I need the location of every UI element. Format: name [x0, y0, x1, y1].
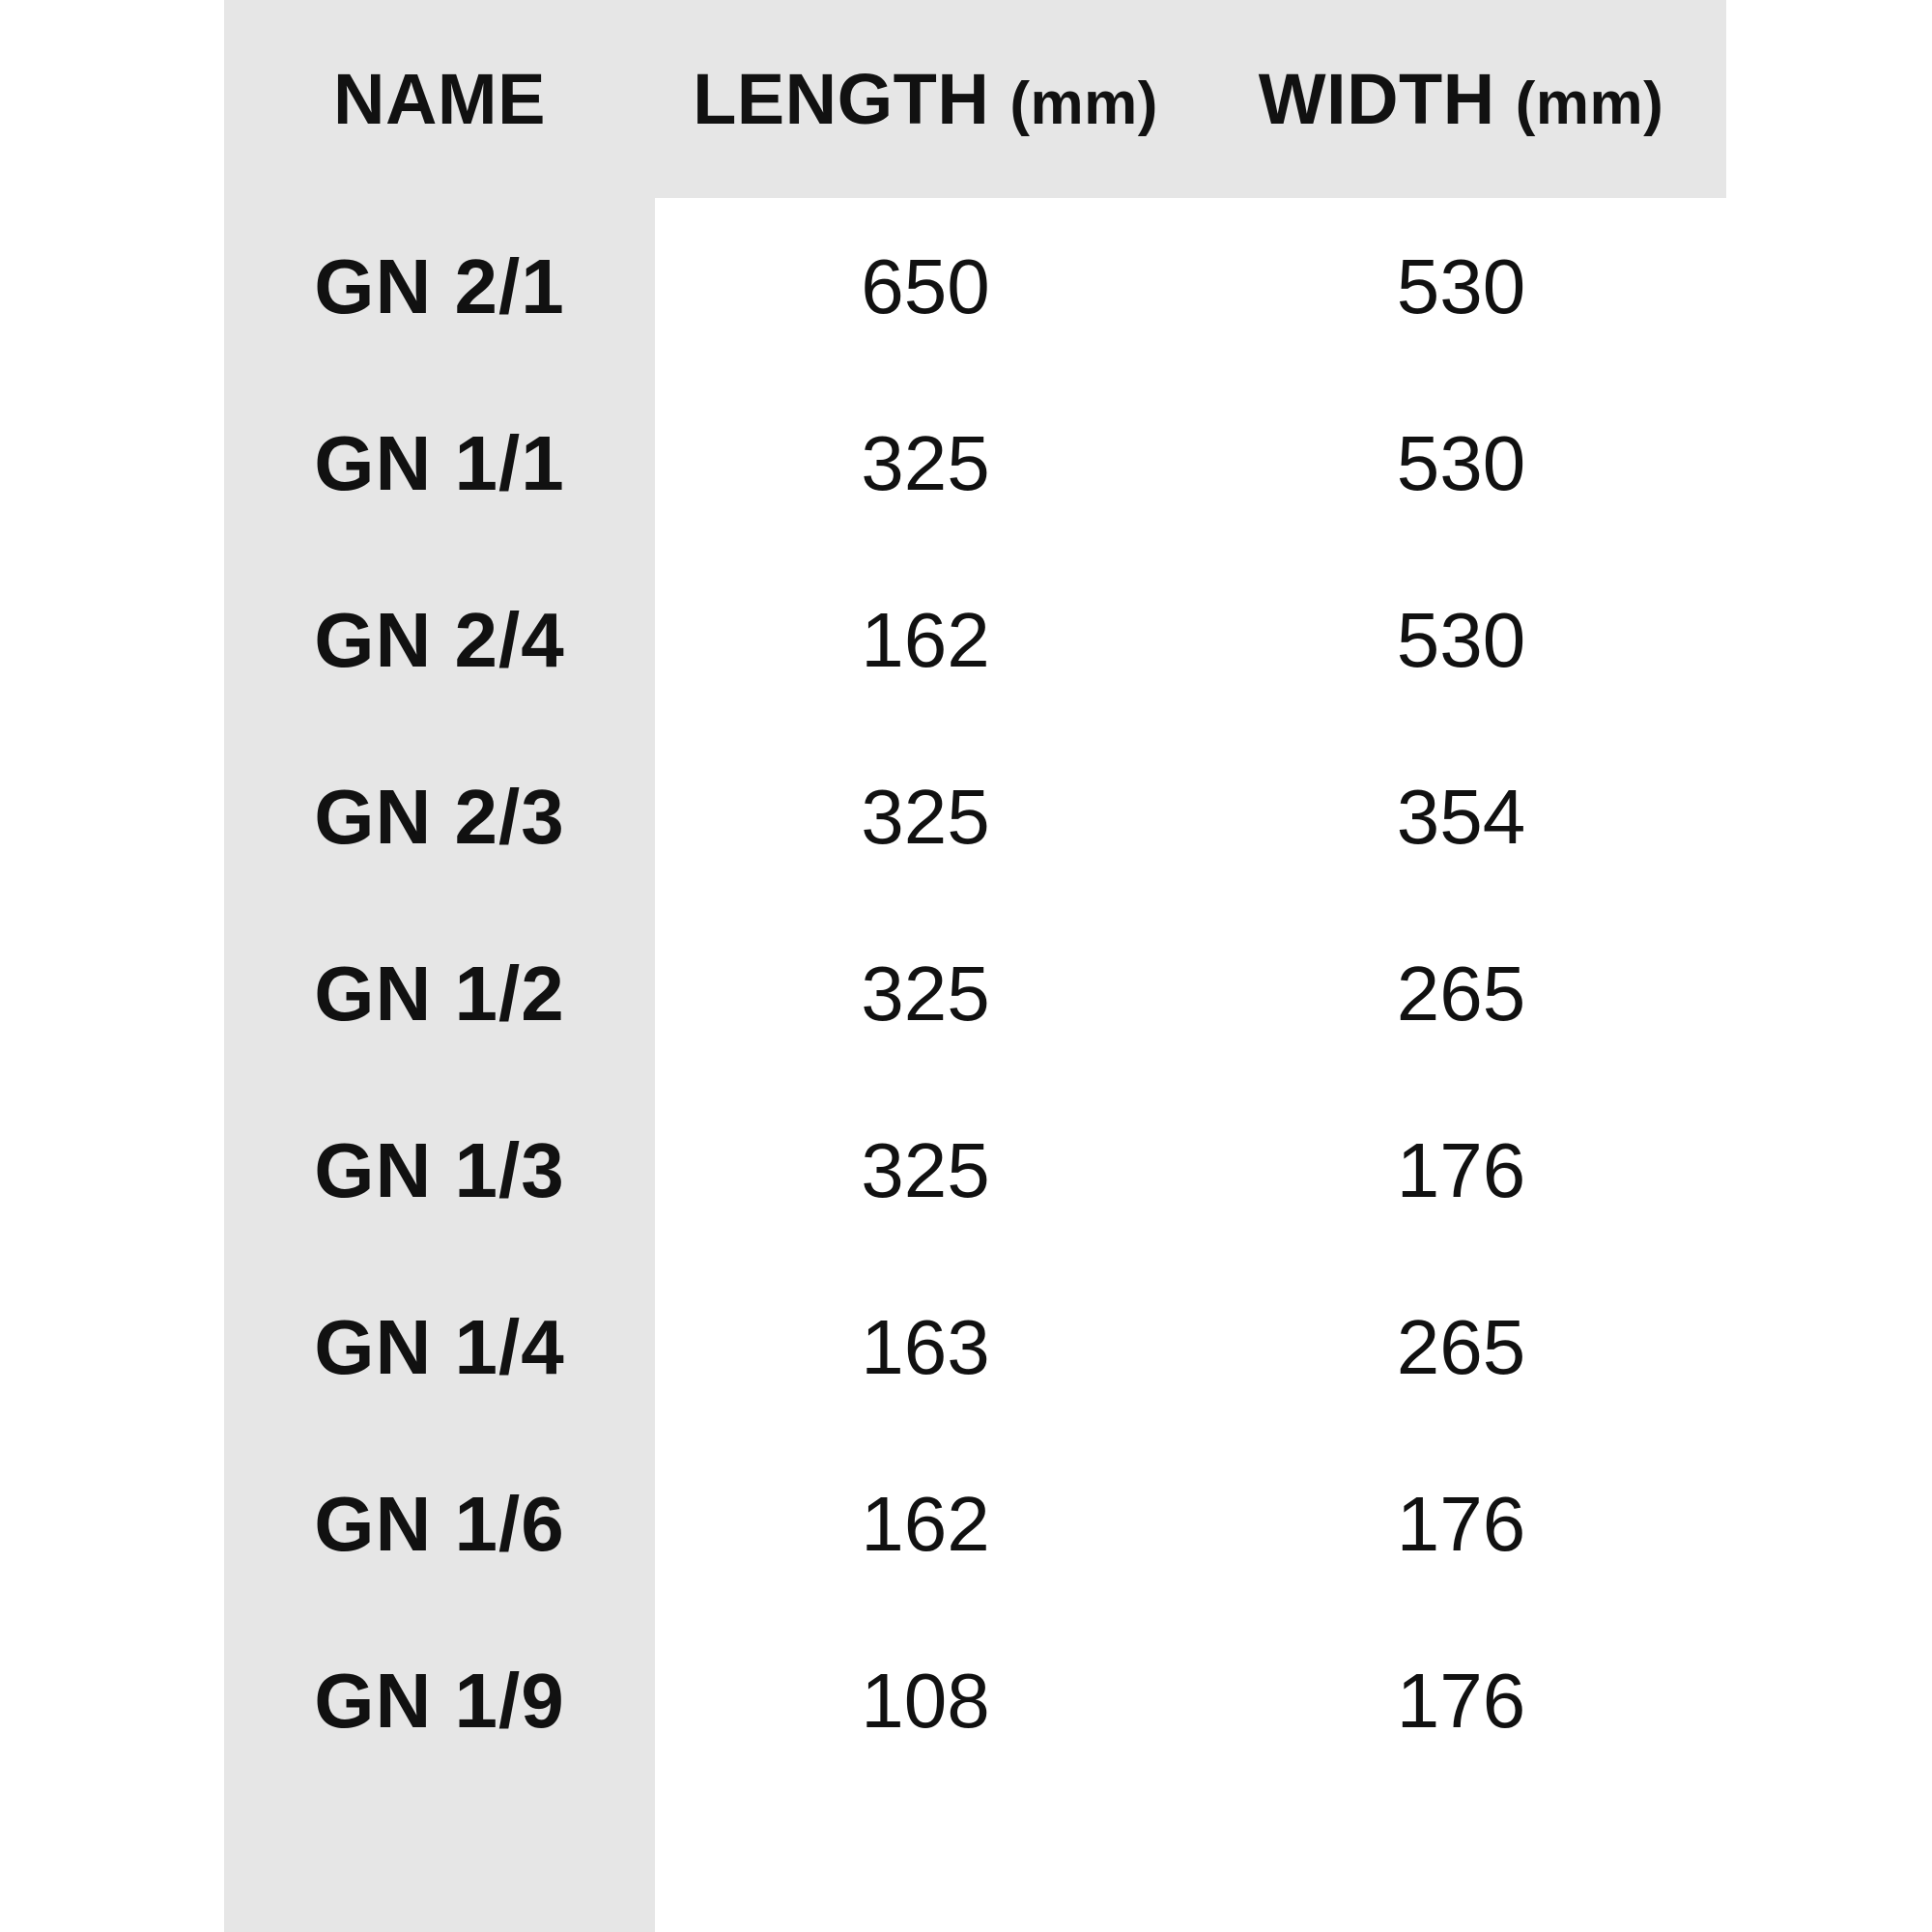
cell-width: 176	[1396, 1657, 1526, 1744]
table-row	[224, 1612, 1726, 1789]
table-header	[224, 0, 1726, 198]
cell-length: 325	[861, 1126, 990, 1213]
cell-length: 108	[861, 1657, 990, 1744]
cell-length: 325	[861, 773, 990, 860]
table-row	[224, 728, 1726, 905]
column-header-width-label: WIDTH	[1258, 58, 1495, 139]
column-header-width	[1196, 0, 1726, 198]
cell-name: GN 1/2	[314, 950, 565, 1037]
table-header-row	[224, 0, 1726, 198]
table-row	[224, 905, 1726, 1082]
cell-length: 325	[861, 950, 990, 1037]
table-row	[224, 1435, 1726, 1612]
cell-name: GN 2/1	[314, 242, 565, 329]
cell-width: 265	[1396, 950, 1526, 1037]
column-header-length-label: LENGTH	[693, 58, 990, 139]
column-header-name	[224, 0, 655, 198]
table-row	[224, 1082, 1726, 1259]
cell-length: 162	[861, 596, 990, 683]
column-header-length-unit: (mm)	[1009, 70, 1158, 137]
cell-width: 530	[1396, 596, 1526, 683]
cell-width: 354	[1396, 773, 1526, 860]
gastronorm-size-table	[224, 0, 1726, 1789]
table-row	[224, 198, 1726, 375]
table-row	[224, 1259, 1726, 1435]
cell-name: GN 2/3	[314, 773, 565, 860]
cell-name: GN 2/4	[314, 596, 565, 683]
cell-name: GN 1/1	[314, 419, 565, 506]
column-header-width-unit: (mm)	[1515, 70, 1664, 137]
table-body	[224, 198, 1726, 1789]
cell-width: 530	[1396, 242, 1526, 329]
cell-name: GN 1/9	[314, 1657, 565, 1744]
cell-name: GN 1/4	[314, 1303, 565, 1390]
cell-name: GN 1/6	[314, 1480, 565, 1567]
cell-width: 530	[1396, 419, 1526, 506]
cell-name: GN 1/3	[314, 1126, 565, 1213]
cell-width: 265	[1396, 1303, 1526, 1390]
cell-length: 325	[861, 419, 990, 506]
cell-length: 650	[861, 242, 990, 329]
cell-width: 176	[1396, 1126, 1526, 1213]
table-row	[224, 375, 1726, 552]
table-row	[224, 552, 1726, 728]
cell-width: 176	[1396, 1480, 1526, 1567]
cell-length: 163	[861, 1303, 990, 1390]
column-header-length	[655, 0, 1196, 198]
column-header-name-label: NAME	[333, 58, 546, 139]
cell-length: 162	[861, 1480, 990, 1567]
